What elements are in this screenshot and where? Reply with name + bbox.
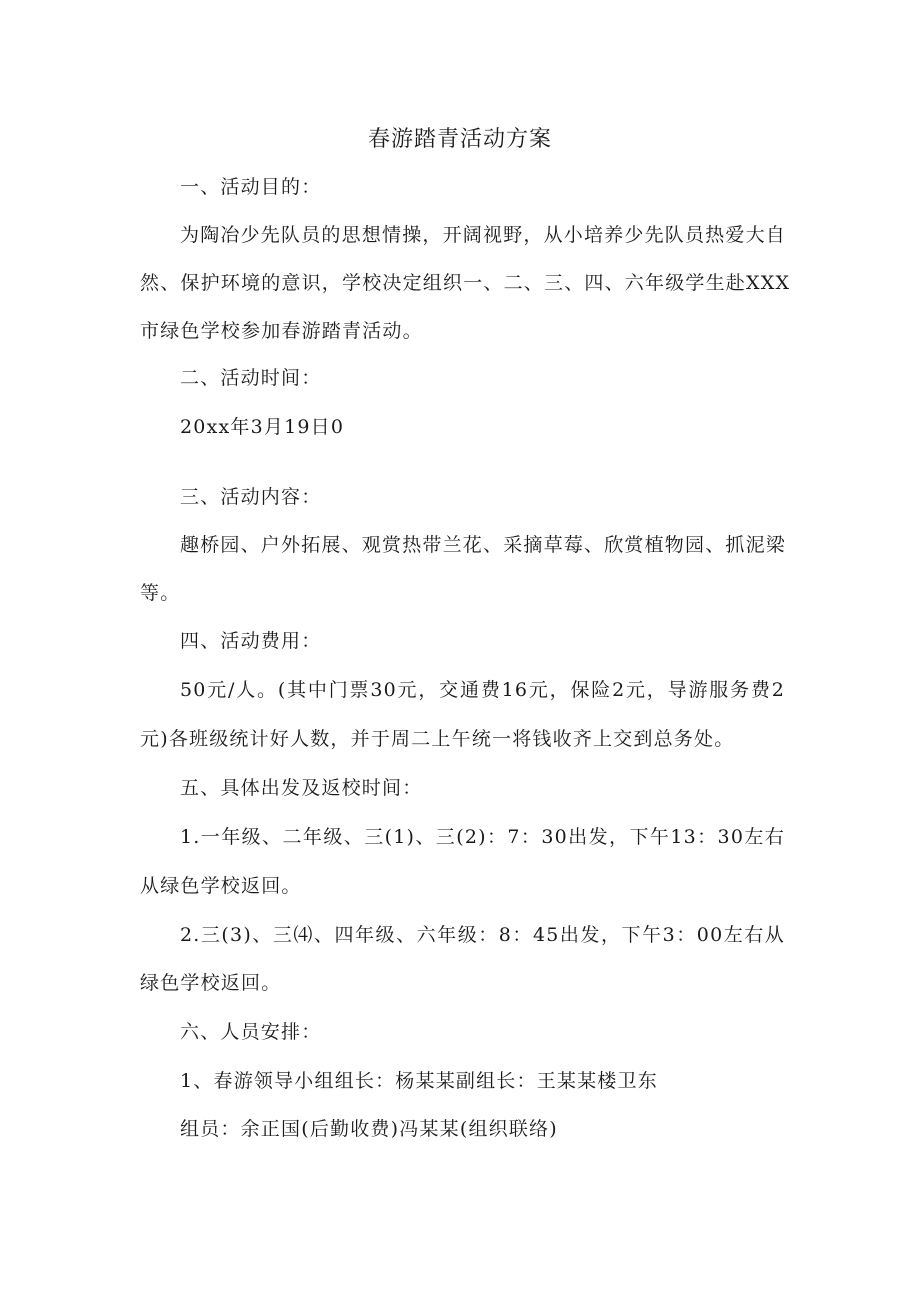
document-title: 春游踏青活动方案: [367, 127, 552, 152]
purpose-paragraph-line: 然、保护环境的意识，学校决定组织一、二、三、四、六年级学生赴XXX: [140, 272, 791, 294]
cost-heading: 四、活动费用：: [180, 630, 322, 652]
schedule-item-line: 2.三(3)、三⑷、四年级、六年级：8：45出发，下午3：00左右从: [180, 924, 785, 946]
schedule-item-line: 绿色学校返回。: [140, 972, 282, 994]
schedule-item-line: 从绿色学校返回。: [140, 875, 302, 897]
cost-paragraph-line: 元)各班级统计好人数，并于周二上午统一将钱收齐上交到总务处。: [140, 728, 735, 750]
purpose-paragraph-line: 为陶冶少先队员的思想情操，开阔视野，从小培养少先队员热爱大自: [180, 224, 787, 246]
staff-line: 1、春游领导小组组长：杨某某副组长：王某某楼卫东: [180, 1070, 658, 1092]
time-heading: 二、活动时间：: [180, 367, 322, 389]
content-heading: 三、活动内容：: [180, 486, 322, 508]
purpose-heading: 一、活动目的：: [180, 176, 322, 198]
schedule-item-line: 1.一年级、二年级、三(1)、三(2)：7：30出发，下午13：30左右: [180, 826, 785, 848]
purpose-paragraph-line: 市绿色学校参加春游踏青活动。: [140, 320, 423, 342]
staff-heading: 六、人员安排：: [180, 1021, 322, 1043]
content-paragraph-line: 等。: [140, 582, 181, 604]
schedule-heading: 五、具体出发及返校时间：: [180, 777, 423, 799]
cost-paragraph-line: 50元/人。(其中门票30元，交通费16元，保险2元，导游服务费2: [180, 679, 785, 701]
time-value: 20xx年3月19日0: [180, 416, 345, 438]
staff-line: 组员：余正国(后勤收费)冯某某(组织联络): [180, 1118, 558, 1140]
content-paragraph-line: 趣桥园、户外拓展、观赏热带兰花、采摘草莓、欣赏植物园、抓泥梁: [180, 534, 787, 556]
